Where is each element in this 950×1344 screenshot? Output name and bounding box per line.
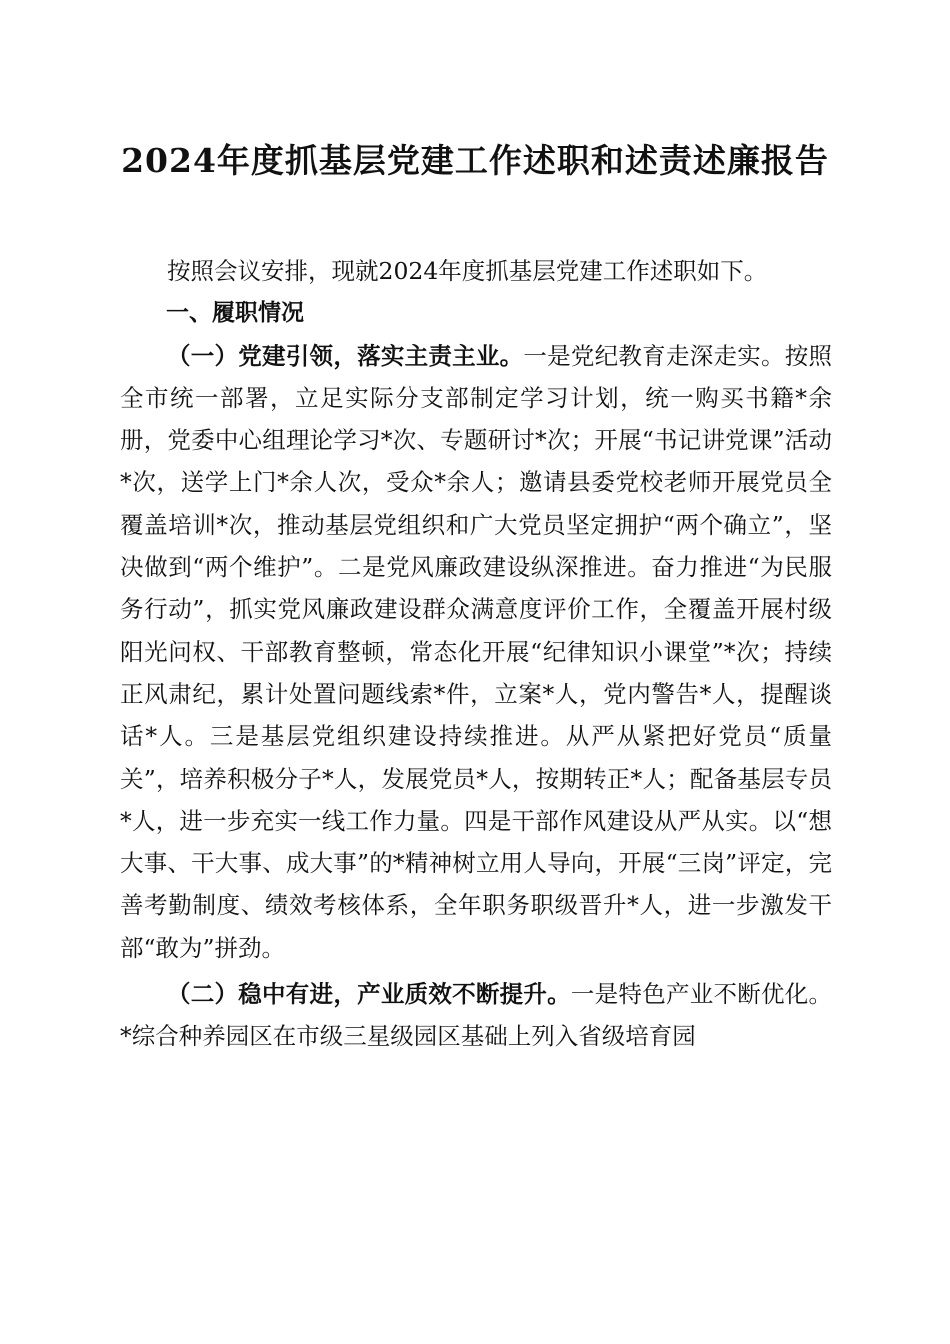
paragraph-lead-industry: （二）稳中有进，产业质效不断提升。 — [167, 980, 571, 1009]
paragraph-body-industry: 一是特色产业不断优化。*综合种养园区在市级三星级园区基础上列入省级培育园 — [120, 980, 833, 1051]
section-heading-performance: 一、履职情况 — [166, 300, 304, 327]
document-body — [120, 250, 832, 1058]
document-title: 2024年度抓基层党建工作述职和述责述廉报告 — [121, 141, 829, 180]
paragraph-body-party-building: 一是党纪教育走深走实。按照全市统一部署，立足实际分支部制定学习计划，统一购买书籍*余册，党委中心组理论学习*次、专题研讨*次；开展“书记讲党课”活动*次，送学上门*余人次，受众*余人；邀请县委党校老师开展党员全覆盖培训*次，推动基层党组织和广大党员坚定拥护“两个确立”，坚决做到“两个维护”。二是党风廉政建设纵深推进。奋力推进“为民服务行动”，抓实党风廉政建设群众满意度评价工作，全覆盖开展村级阳光问权、干部教育整顿，常态化开展“纪律知识小课堂”*次；持续正风肃纪，累计处置问题线索*件，立案*人，党内警告*人，提醒谈话*人。三是基层党组织建设持续推进。从严从紧把好党员“质量关”，培养积极分子*人，发展党员*人，按期转正*人；配备基层专员*人，进一步充实一线工作力量。四是干部作风建设从严从实。以“想大事、干大事、成大事”的*精神树立用人导向，开展“三岗”评定，完善考勤制度、绩效考核体系，全年职务职级晋升*人，进一步激发干部“敢为”拼劲。 — [120, 341, 833, 962]
intro-paragraph: 按照会议安排，现就2024年度抓基层党建工作述职如下。 — [167, 257, 768, 285]
paragraph-lead-party-building: （一）党建引领，落实主责主业。 — [167, 341, 524, 370]
paragraph-party-building — [120, 335, 832, 969]
paragraph-industry — [120, 973, 832, 1058]
